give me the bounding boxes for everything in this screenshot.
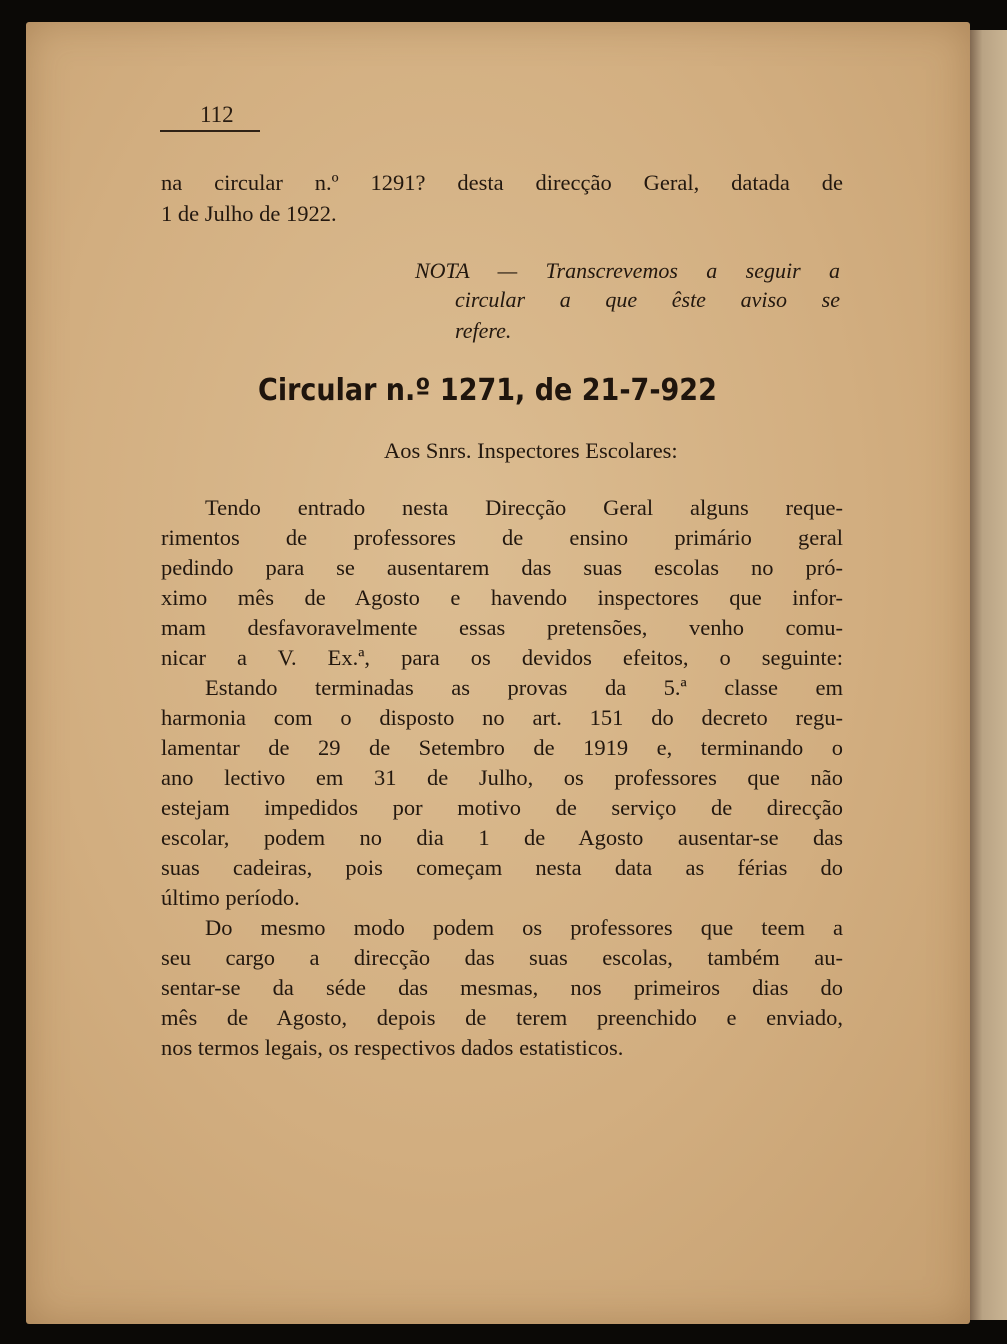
body-line: seu cargo a direcção das suas escolas, também au- [161,945,843,970]
body-line: Tendo entrado nesta Direcção Geral alguns reque- [205,495,843,520]
body-line: Estando terminadas as provas da 5.ª classe em [205,675,843,700]
body-line: nos termos legais, os respectivos dados estatisticos. [161,1035,624,1060]
body-line: ano lectivo em 31 de Julho, os professores que não [161,765,843,790]
body-line: mam desfavoravelmente essas pretensões, venho comu- [161,615,843,640]
body-line: ximo mês de Agosto e havendo inspectores que infor- [161,585,843,610]
intro-line-2: 1 de Julho de 1922. [161,201,337,226]
body-line: suas cadeiras, pois começam nesta data as férias do [161,855,843,880]
body-line: nicar a V. Ex.ª, para os devidos efeitos, o seguinte: [161,645,843,670]
circular-heading: Circular n.º 1271, de 21-7-922 [258,373,717,408]
body-line: pedindo para se ausentarem das suas escolas no pró- [161,555,843,580]
intro-line-1: na circular n.º 1291? desta direcção Geral, datada de [161,170,843,195]
body-line: escolar, podem no dia 1 de Agosto ausentar-se das [161,825,843,850]
addressee-line: Aos Snrs. Inspectores Escolares: [384,438,678,463]
nota-line-2: circular a que êste aviso se [455,287,840,312]
body-line: sentar-se da séde das mesmas, nos primeiros dias do [161,975,843,1000]
page-number-rule [160,130,260,132]
nota-line-1: NOTA — Transcrevemos a seguir a [415,258,840,283]
adjacent-page-edge [966,30,1007,1320]
nota-line-3: refere. [455,318,512,343]
body-line: estejam impedidos por motivo de serviço de direcção [161,795,843,820]
body-line: mês de Agosto, depois de terem preenchido e enviado, [161,1005,843,1030]
body-line: rimentos de professores de ensino primário geral [161,525,843,550]
body-line: último período. [161,885,300,910]
page-number: 112 [200,102,234,127]
body-line: Do mesmo modo podem os professores que teem a [205,915,843,940]
body-line: lamentar de 29 de Setembro de 1919 e, terminando o [161,735,843,760]
body-line: harmonia com o disposto no art. 151 do decreto regu- [161,705,843,730]
